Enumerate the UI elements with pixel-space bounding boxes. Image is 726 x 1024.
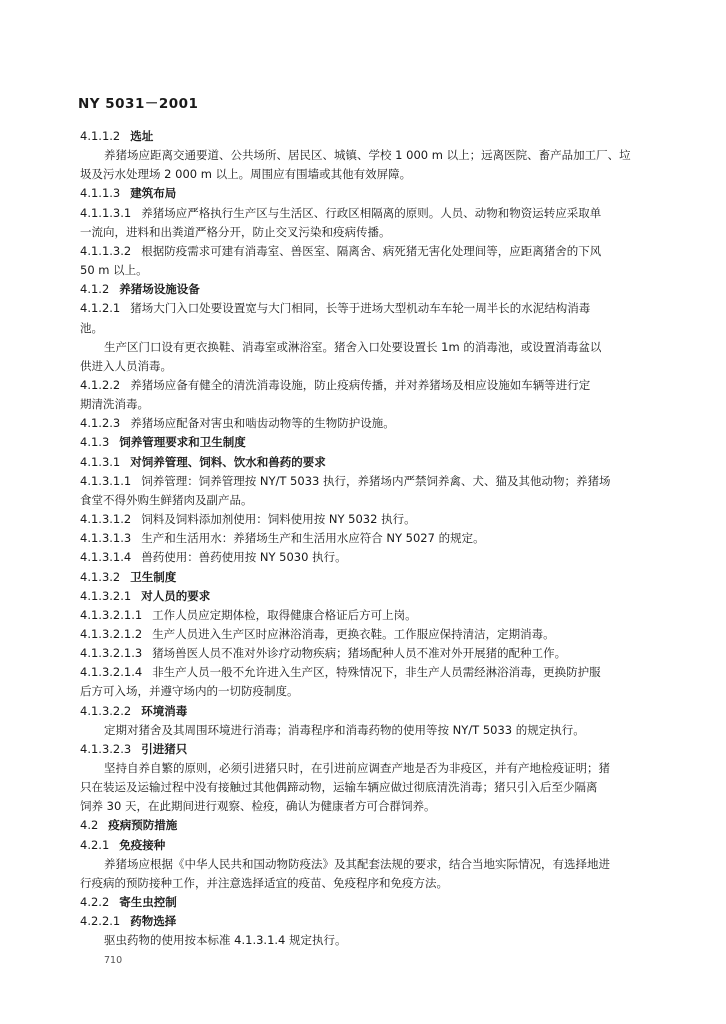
section-heading: 对饲养管理、饲料、饮水和兽药的要求 (130, 454, 326, 469)
line-text: 供进入人员消毒。 (80, 358, 172, 373)
text-line (80, 875, 640, 891)
line-text: 养猪场应距离交通要道、公共场所、居民区、城镇、学校 1 000 m 以上；远离医院、畜产品加工厂、垃 (104, 148, 631, 163)
section-heading: 引进猪只 (141, 741, 188, 756)
section-number: 4.1.1.3.1 (80, 205, 132, 220)
section-line (80, 626, 640, 642)
section-heading: 选址 (130, 129, 154, 143)
section-number: 4.1.3.1 (80, 454, 121, 469)
section-number: 4.1.2.2 (80, 377, 121, 392)
line-text: 圾及污水处理场 2 000 m 以上。周围应有围墙或其他有效屏障。 (80, 167, 412, 182)
section-number: 4.1.1.2 (80, 129, 121, 143)
section-number: 4.2 (80, 818, 99, 833)
section-number: 4.1.2.1 (80, 301, 121, 316)
section-number: 4.1.1.3 (80, 186, 121, 201)
text-line (80, 224, 640, 240)
text-line (104, 339, 664, 355)
section-number: 4.2.1 (80, 837, 110, 852)
line-text: 生产区门口设有更衣换鞋、消毒室或淋浴室。猪舍入口处要设置长 1m 的消毒池，或设置消毒盆以 (104, 339, 602, 354)
section-number: 4.2.2.1 (80, 914, 121, 929)
line-text: 饲养 30 天，在此期间进行观察、检疫，确认为健康者方可合群饲养。 (80, 799, 436, 814)
section-number: 4.1.2 (80, 282, 110, 297)
section-line (80, 415, 640, 431)
section-line (80, 741, 640, 757)
line-text: 坚持自养自繁的原则，必须引进猪只时，在引进前应调查产地是否为非疫区，并有产地检疫证明；猪 (104, 760, 610, 775)
section-line (80, 530, 640, 546)
section-line (80, 377, 640, 393)
section-line (80, 703, 640, 719)
text-line (80, 358, 640, 374)
section-number: 4.1.3.2.3 (80, 741, 132, 756)
line-text: 猪场大门入口处要设置宽与大门相同，长等于进场大型机动车车轮一周半长的水泥结构消毒 (130, 301, 591, 316)
section-line (80, 588, 640, 604)
line-text: 养猪场应根据《中华人民共和国动物防疫法》及其配套法规的要求，结合当地实际情况，有选择地进 (104, 856, 610, 871)
section-line (80, 434, 640, 450)
text-line (104, 760, 664, 776)
section-line (80, 300, 640, 316)
section-line (80, 511, 640, 527)
standard-id: NY 5031－2001 (78, 96, 199, 112)
line-text: 生产和生活用水：养猪场生产和生活用水应符合 NY 5027 的规定。 (141, 531, 485, 546)
section-number: 4.1.3 (80, 435, 110, 450)
line-text: 50 m 以上。 (80, 263, 148, 277)
page-number: 710 (104, 955, 123, 966)
section-heading: 环境消毒 (141, 703, 188, 718)
section-number: 4.1.3.1.3 (80, 531, 132, 546)
text-line (80, 396, 640, 412)
text-line (80, 798, 640, 814)
section-line (80, 894, 640, 910)
section-line (80, 817, 640, 833)
line-text: 行疫病的预防接种工作，并注意选择适宜的疫苗、免疫程序和免疫方法。 (80, 875, 448, 890)
line-text: 猪场兽医人员不准对外诊疗动物疾病；猪场配种人员不准对外开展猪的配种工作。 (152, 646, 567, 660)
text-line (104, 856, 664, 872)
section-line (80, 645, 640, 661)
section-line (80, 913, 640, 929)
line-text: 后方可入场，并遵守场内的一切防疫制度。 (80, 684, 299, 699)
section-heading: 饲养管理要求和卫生制度 (119, 435, 246, 450)
line-text: 池。 (80, 320, 103, 335)
section-line (80, 281, 640, 297)
section-number: 4.1.3.2 (80, 569, 121, 584)
line-text: 非生产人员一般不允许进入生产区，特殊情况下，非生产人员需经淋浴消毒，更换防护服 (152, 665, 601, 680)
line-text: 养猪场应严格执行生产区与生活区、行政区相隔离的原则。人员、动物和物资运转应采取单 (141, 205, 602, 220)
section-number: 4.1.2.3 (80, 416, 121, 431)
text-line (104, 722, 664, 738)
section-number: 4.1.3.2.1 (80, 588, 132, 603)
section-line (80, 607, 640, 623)
section-heading: 寄生虫控制 (119, 895, 177, 909)
section-line (80, 549, 640, 565)
line-text: 兽药使用：兽药使用按 NY 5030 执行。 (141, 550, 347, 565)
text-line (80, 320, 640, 336)
line-text: 饲料及饲料添加剂使用：饲料使用按 NY 5032 执行。 (141, 512, 416, 526)
text-line (80, 262, 640, 278)
section-number: 4.1.1.3.2 (80, 243, 132, 258)
text-line (80, 166, 640, 182)
section-line (80, 185, 640, 201)
line-text: 驱虫药物的使用按本标准 4.1.3.1.4 规定执行。 (104, 933, 347, 948)
section-number: 4.1.3.1.4 (80, 550, 132, 565)
section-heading: 养猪场设施设备 (119, 282, 200, 297)
section-line (80, 454, 640, 470)
text-line (80, 492, 640, 508)
section-heading: 药物选择 (130, 914, 177, 929)
line-text: 饲养管理：饲养管理按 NY/T 5033 执行，养猪场内严禁饲养禽、犬、猫及其他动物；养猪场 (141, 473, 611, 488)
section-heading: 对人员的要求 (141, 588, 211, 603)
section-line (80, 205, 640, 221)
line-text: 期清洗消毒。 (80, 397, 149, 412)
section-heading: 建筑布局 (130, 186, 177, 201)
line-text: 定期对猪舍及其周围环境进行消毒；消毒程序和消毒药物的使用等按 NY/T 5033 的规定执行。 (104, 722, 585, 737)
section-number: 4.1.3.2.1.3 (80, 646, 143, 660)
line-text: 食堂不得外购生鲜猪肉及副产品。 (80, 492, 253, 507)
line-text: 只在装运及运输过程中没有接触过其他偶蹄动物，运输车辆应做过彻底清洗消毒；猪只引入后至少隔离 (80, 780, 598, 795)
section-number: 4.2.2 (80, 895, 110, 909)
section-number: 4.1.3.1.1 (80, 473, 132, 488)
line-text: 工作人员应定期体检，取得健康合格证后方可上岗。 (152, 607, 417, 622)
text-line (104, 932, 664, 948)
section-line (80, 837, 640, 853)
text-line (80, 683, 640, 699)
line-text: 根据防疫需求可建有消毒室、兽医室、隔离舍、病死猪无害化处理间等，应距离猪舍的下风 (141, 243, 602, 258)
section-line (80, 128, 640, 144)
section-number: 4.1.3.1.2 (80, 512, 132, 526)
line-text: 生产人员进入生产区时应淋浴消毒，更换衣鞋。工作服应保持清洁，定期消毒。 (152, 626, 555, 641)
section-line (80, 569, 640, 585)
line-text: 养猪场应配备对害虫和啮齿动物等的生物防护设施。 (130, 416, 395, 431)
section-heading: 卫生制度 (130, 569, 177, 584)
section-number: 4.1.3.2.1.4 (80, 665, 143, 680)
text-line (80, 779, 640, 795)
text-line (104, 147, 664, 163)
section-number: 4.1.3.2.2 (80, 703, 132, 718)
section-heading: 免疫接种 (119, 837, 166, 852)
line-text: 养猪场应备有健全的清洗消毒设施，防止疫病传播，并对养猪场及相应设施如车辆等进行定 (130, 377, 591, 392)
section-number: 4.1.3.2.1.1 (80, 607, 143, 622)
line-text: 一流向，进料和出粪道严格分开，防止交叉污染和疫病传播。 (80, 224, 391, 239)
section-line (80, 664, 640, 680)
section-line (80, 243, 640, 259)
section-number: 4.1.3.2.1.2 (80, 626, 143, 641)
section-heading: 疫病预防措施 (108, 818, 178, 833)
section-line (80, 473, 640, 489)
